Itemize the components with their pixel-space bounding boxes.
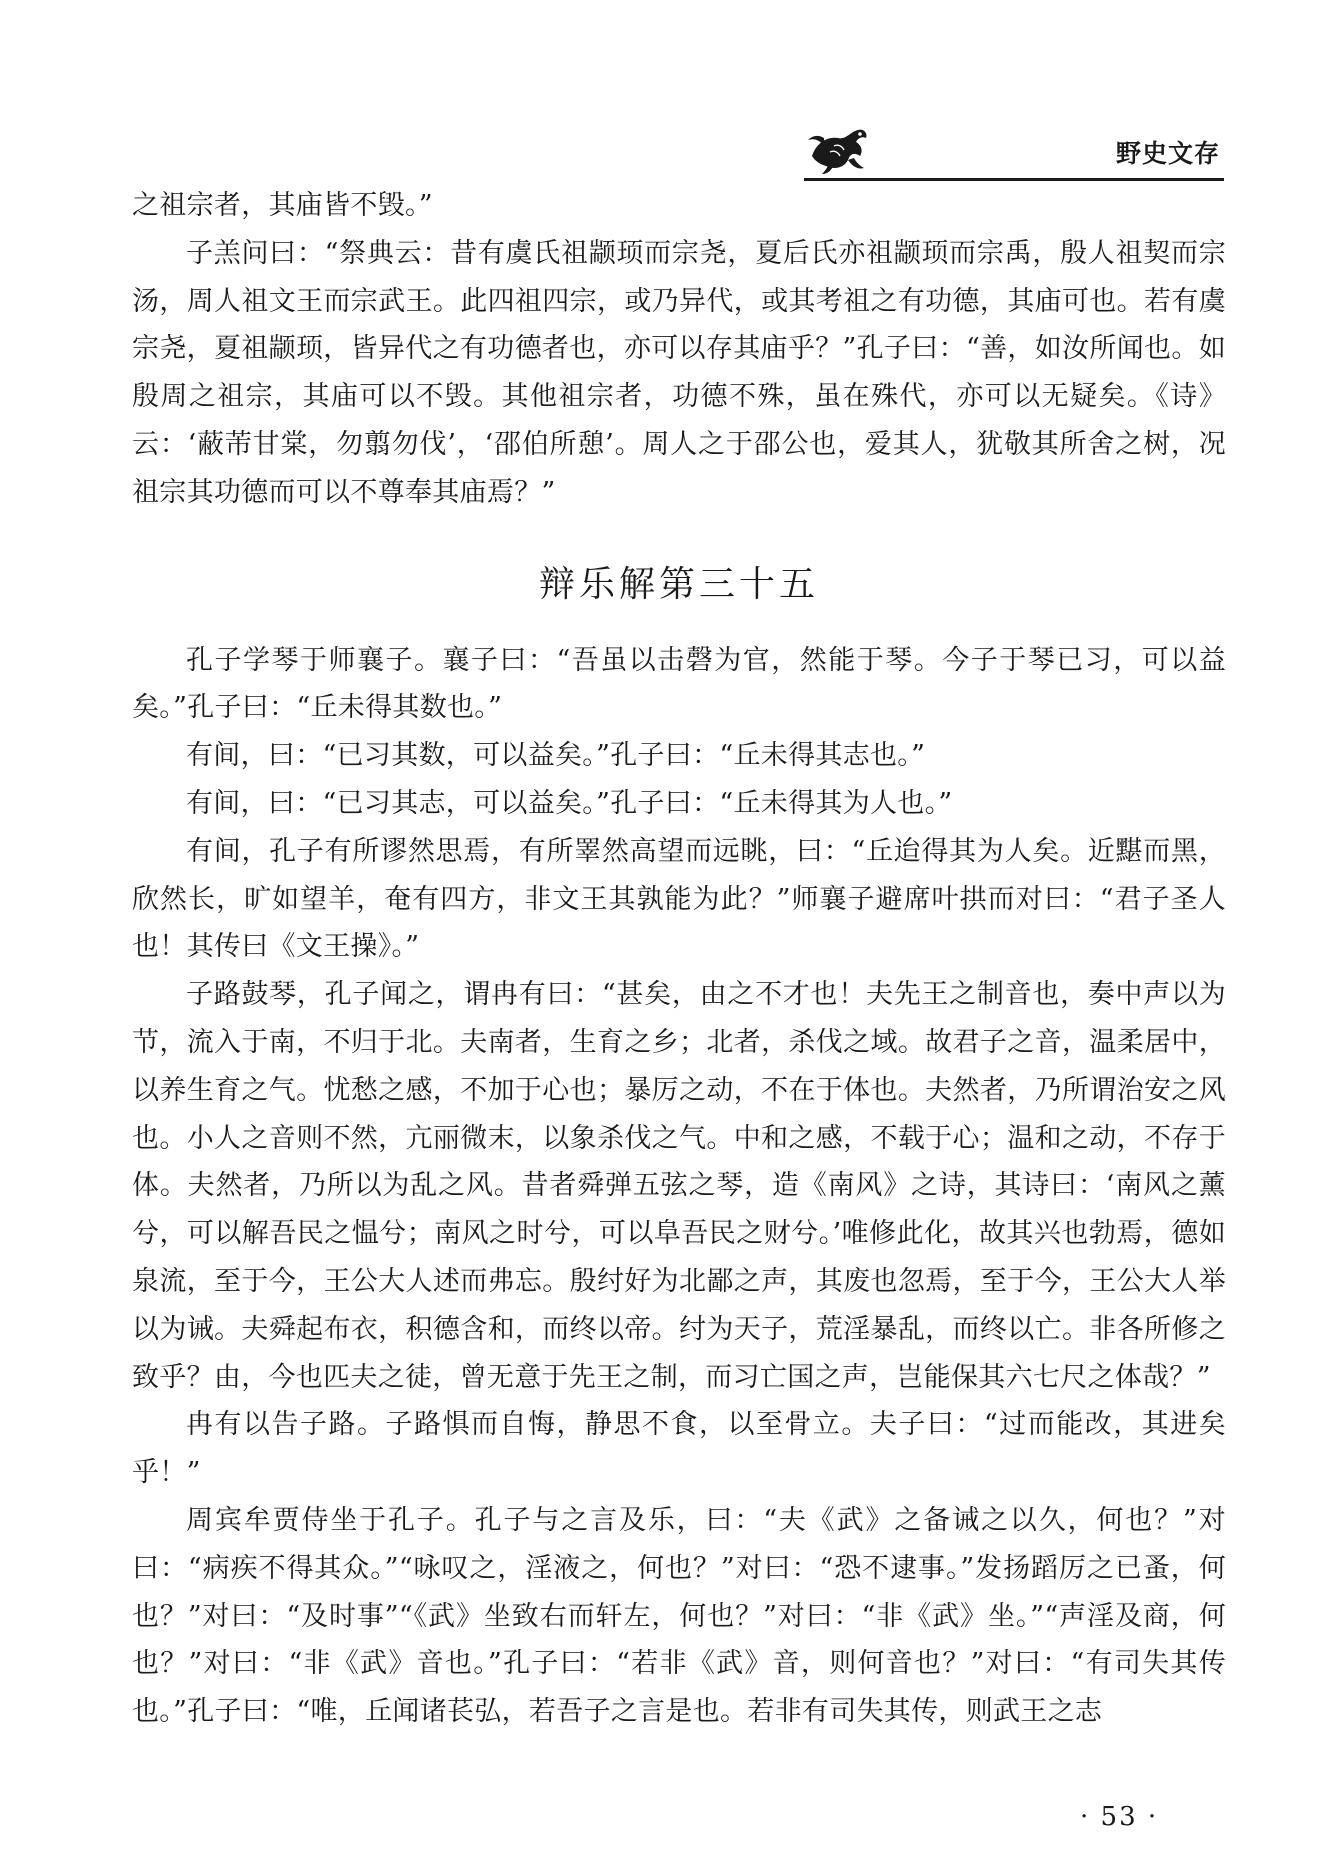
paragraph: 子羔问曰：“祭典云：昔有虞氏祖颛顼而宗尧，夏后氏亦祖颛顼而宗禹，殷人祖契而宗汤，周人祖文王而宗武王。此四祖四宗，或乃异代，或其考祖之有功德，其庙可也。若有虞宗尧，夏祖颛顼，皆异代之有功德者也，亦可以存其庙乎？”孔子曰：“善，如汝所闻也。如殷周之祖宗，其庙可以不毁。其他祖宗者，功德不殊，虽在殊代，亦可以无疑矣。《诗》云：‘蔽芾甘棠，勿翦勿伐’，‘邵伯所憩’。周人之于邵公也，爱其人，犹敬其所舍之树，况祖宗其功德而可以不尊奉其庙焉？” [132,237,1226,508]
paragraph: 冉有以告子路。子路惧而自悔，静思不食，以至骨立。夫子曰：“过而能改，其进矣乎！” [132,1409,1226,1489]
page-header [804,108,1224,186]
dragon-icon [804,116,874,176]
running-header-title: 野史文存 [1115,139,1220,168]
paragraph: 有间，曰：“已习其数，可以益矣。”孔子曰：“丘未得其志也。” [186,740,926,772]
header-rule [804,178,1224,181]
page-body [132,182,1226,1736]
paragraph: 孔子学琴于师襄子。襄子曰：“吾虽以击磬为官，然能于琴。今子于琴已习，可以益矣。”孔子曰：“丘未得其数也。” [132,644,1226,724]
section-title: 辩乐解第三十五 [538,563,819,605]
paragraph: 有间，曰：“已习其志，可以益矣。”孔子曰：“丘未得其为人也。” [186,787,953,819]
paragraph: 子路鼓琴，孔子闻之，谓冉有曰：“甚矣，由之不才也！夫先王之制音也，奏中声以为节，流入于南，不归于北。夫南者，生育之乡；北者，杀伐之域。故君子之音，温柔居中，以养生育之气。忧愁之感，不加于心也；暴厉之动，不在于体也。夫然者，乃所谓治安之风也。小人之音则不然，亢丽微末，以象杀伐之气。中和之感，不载于心；温和之动，不存于体。夫然者，乃所以为乱之风。昔者舜弹五弦之琴，造《南风》之诗，其诗曰：‘南风之薰兮，可以解吾民之愠兮；南风之时兮，可以阜吾民之财兮。’唯修此化，故其兴也勃焉，德如泉流，至于今，王公大人述而弗忘。殷纣好为北鄙之声，其废也忽焉，至于今，王公大人举以为诫。夫舜起布衣，积德含和，而终以帝。纣为天子，荒淫暴乱，而终以亡。非各所修之致乎？由，今也匹夫之徒，曾无意于先王之制，而习亡国之声，岂能保其六七尺之体哉？” [132,979,1226,1393]
page-number: · 53 · [1080,1802,1159,1832]
paragraph: 之祖宗者，其庙皆不毁。” [132,190,433,221]
paragraph: 有间，孔子有所谬然思焉，有所睪然高望而远眺，曰：“丘迨得其为人矣。近黮而黑，欣然长，旷如望羊，奄有四方，非文王其孰能为此？”师襄子避席叶拱而对曰：“君子圣人也！其传曰《文王操》。” [132,835,1226,963]
paragraph: 周宾牟贾侍坐于孔子。孔子与之言及乐，曰：“夫《武》之备诫之以久，何也？”对曰：“病疾不得其众。”“咏叹之，淫液之，何也？”对曰：“恐不逮事。”发扬蹈厉之已蚤，何也？”对曰：“及时事”“《武》坐致右而轩左，何也？”对曰：“非《武》坐。”“声淫及商，何也？”对曰：“非《武》音也。”孔子曰：“若非《武》音，则何音也？”对曰：“有司失其传也。”孔子曰：“唯，丘闻诸苌弘，若吾子之言是也。若非有司失其传，则武王之志 [132,1504,1226,1728]
